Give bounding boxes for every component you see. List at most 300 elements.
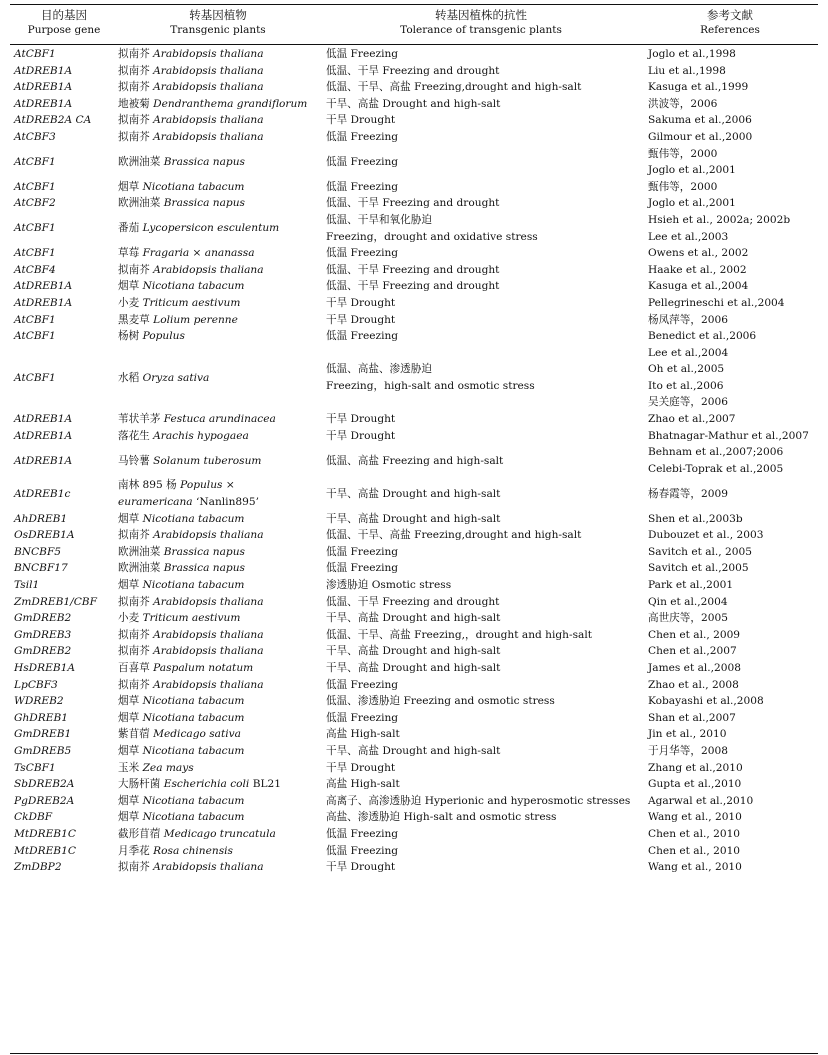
tolerance-line: 低温、干旱 Freezing and drought bbox=[326, 64, 500, 77]
references-cell bbox=[644, 312, 818, 329]
reference-line: Wang et al., 2010 bbox=[648, 811, 742, 824]
table-row bbox=[10, 527, 818, 544]
plant-scientific-name: Nicotiana tabacum bbox=[142, 794, 245, 807]
reference-line: James et al.,2008 bbox=[648, 661, 741, 674]
header-references-en: References bbox=[700, 24, 760, 36]
tolerance-cell bbox=[322, 577, 644, 594]
tolerance-line: 干旱 Drought bbox=[326, 861, 396, 874]
purpose-gene-cell: AtDREB1A bbox=[14, 296, 73, 309]
table-row bbox=[10, 79, 818, 96]
reference-line: Gilmour et al.,2000 bbox=[648, 130, 753, 143]
references-cell bbox=[644, 444, 818, 477]
reference-line: Agarwal et al.,2010 bbox=[648, 794, 754, 807]
plant-strain: BL21 bbox=[252, 778, 281, 791]
table-row bbox=[10, 793, 818, 810]
table-row bbox=[10, 312, 818, 329]
reference-line: 甄伟等，2000 bbox=[648, 180, 718, 193]
reference-line: 于月华等，2008 bbox=[648, 744, 728, 757]
references-cell bbox=[644, 477, 818, 510]
tolerance-line: 低温 Freezing bbox=[326, 827, 399, 840]
plant-scientific-name: Arabidopsis thaliana bbox=[153, 529, 264, 542]
plant-scientific-name: Nicotiana tabacum bbox=[142, 744, 245, 757]
references-cell bbox=[644, 345, 818, 411]
table-row bbox=[10, 245, 818, 262]
tolerance-cell bbox=[322, 179, 644, 196]
transgenic-plant-cell bbox=[114, 179, 322, 196]
plant-common-name: 拟南芥 bbox=[118, 595, 150, 608]
plant-common-name: 烟草 bbox=[118, 811, 140, 824]
plant-common-name: 拟南芥 bbox=[118, 678, 150, 691]
tolerance-cell bbox=[322, 477, 644, 510]
references-cell bbox=[644, 278, 818, 295]
plant-scientific-name: Triticum aestivum bbox=[142, 296, 241, 309]
tolerance-cell bbox=[322, 46, 644, 63]
references-cell bbox=[644, 544, 818, 561]
transgenic-plant-cell bbox=[114, 328, 322, 345]
gene-table-body bbox=[10, 46, 818, 876]
tolerance-line: 低温 Freezing bbox=[326, 130, 399, 143]
tolerance-cell bbox=[322, 643, 644, 660]
purpose-gene-cell: AhDREB1 bbox=[14, 512, 68, 525]
references-cell bbox=[644, 743, 818, 760]
tolerance-line: 低温、干旱 Freezing and drought bbox=[326, 197, 500, 210]
transgenic-plant-cell bbox=[114, 444, 322, 477]
reference-line: Behnam et al.,2007;2006 bbox=[648, 446, 784, 459]
tolerance-line: 高盐、渗透胁迫 High-salt and osmotic stress bbox=[326, 811, 557, 824]
table-row bbox=[10, 328, 818, 345]
plant-scientific-name: Brassica napus bbox=[163, 545, 245, 558]
purpose-gene-cell: AtDREB1A bbox=[14, 280, 73, 293]
transgenic-plant-cell bbox=[114, 96, 322, 113]
tolerance-line: 低温、高盐 Freezing and high-salt bbox=[326, 454, 504, 467]
references-cell bbox=[644, 146, 818, 179]
plant-scientific-name: Medicago truncatula bbox=[163, 827, 276, 840]
reference-line: Zhao et al., 2008 bbox=[648, 678, 739, 691]
tolerance-line: 干旱、高盐 Drought and high-salt bbox=[326, 487, 501, 500]
table-row bbox=[10, 345, 818, 411]
transgenic-plant-cell bbox=[114, 610, 322, 627]
transgenic-plant-cell bbox=[114, 743, 322, 760]
transgenic-plant-cell bbox=[114, 411, 322, 428]
plant-scientific-name: Lolium perenne bbox=[153, 313, 238, 326]
table-row bbox=[10, 693, 818, 710]
plant-common-name: 草莓 bbox=[118, 247, 140, 260]
references-cell bbox=[644, 262, 818, 279]
plant-scientific-name: Arabidopsis thaliana bbox=[153, 628, 264, 641]
table-row bbox=[10, 726, 818, 743]
plant-common-name: 欧洲油菜 bbox=[118, 197, 161, 210]
transgenic-plant-cell bbox=[114, 544, 322, 561]
plant-scientific-name: Arabidopsis thaliana bbox=[153, 64, 264, 77]
header-purpose-gene bbox=[14, 8, 114, 38]
plant-scientific-name: Arachis hypogaea bbox=[153, 429, 249, 442]
transgenic-plant-cell bbox=[114, 677, 322, 694]
references-cell bbox=[644, 710, 818, 727]
plant-common-name: 烟草 bbox=[118, 280, 140, 293]
plant-common-name: 烟草 bbox=[118, 695, 140, 708]
purpose-gene-cell: AtDREB1A bbox=[14, 413, 73, 426]
plant-common-name: 黑麦草 bbox=[118, 313, 150, 326]
purpose-gene-cell: AtDREB1c bbox=[14, 487, 71, 500]
purpose-gene-cell: AtCBF1 bbox=[14, 48, 56, 60]
plant-common-name: 杨树 bbox=[118, 330, 140, 343]
plant-scientific-name: Arabidopsis thaliana bbox=[153, 645, 264, 658]
purpose-gene-cell: AtDREB1A bbox=[14, 429, 73, 442]
reference-line: 高世庆等，2005 bbox=[648, 612, 728, 625]
reference-line: Chen et al., 2010 bbox=[648, 827, 741, 840]
purpose-gene-cell: SbDREB2A bbox=[14, 778, 75, 791]
plant-scientific-name: Arabidopsis thaliana bbox=[153, 263, 264, 276]
table-row bbox=[10, 677, 818, 694]
table-row bbox=[10, 179, 818, 196]
purpose-gene-cell: AtCBF1 bbox=[14, 313, 56, 326]
tolerance-line: 干旱、高盐 Drought and high-salt bbox=[326, 661, 501, 674]
tolerance-cell bbox=[322, 262, 644, 279]
tolerance-cell bbox=[322, 594, 644, 611]
tolerance-line: 低温、干旱、高盐 Freezing,，drought and high-salt bbox=[326, 628, 592, 641]
transgenic-plant-cell bbox=[114, 295, 322, 312]
tolerance-line: 低温、干旱 Freezing and drought bbox=[326, 280, 500, 293]
tolerance-line: 低温、干旱和氧化胁迫 bbox=[326, 213, 432, 226]
tolerance-line: 低温、高盐、渗透胁迫 bbox=[326, 363, 432, 376]
references-cell bbox=[644, 826, 818, 843]
table-bottom-rule bbox=[10, 1053, 818, 1054]
reference-line: Chen et al., 2010 bbox=[648, 844, 741, 857]
references-cell bbox=[644, 112, 818, 129]
purpose-gene-cell: AtDREB1A bbox=[14, 454, 73, 467]
header-rule bbox=[10, 44, 818, 45]
reference-line: 甄伟等，2000 bbox=[648, 147, 718, 160]
table-row bbox=[10, 262, 818, 279]
transgenic-plant-cell bbox=[114, 726, 322, 743]
transgenic-plant-cell bbox=[114, 643, 322, 660]
table-row bbox=[10, 594, 818, 611]
tolerance-cell bbox=[322, 79, 644, 96]
references-cell bbox=[644, 843, 818, 860]
references-cell bbox=[644, 660, 818, 677]
header-tolerance-cn: 转基因植株的抗性 bbox=[435, 8, 527, 22]
transgenic-plant-cell bbox=[114, 129, 322, 146]
reference-line: Liu et al.,1998 bbox=[648, 64, 726, 77]
reference-line: Joglo et al.,1998 bbox=[648, 48, 736, 60]
header-purpose-gene-cn: 目的基因 bbox=[41, 8, 87, 22]
transgenic-plant-cell bbox=[114, 63, 322, 80]
plant-scientific-name-continued: euramericana bbox=[118, 496, 193, 509]
plant-scientific-name: Fragaria × ananassa bbox=[142, 247, 255, 260]
plant-scientific-name: Nicotiana tabacum bbox=[142, 711, 245, 724]
transgenic-plant-cell bbox=[114, 262, 322, 279]
transgenic-plant-cell bbox=[114, 312, 322, 329]
tolerance-line: 低温、干旱、高盐 Freezing,drought and high-salt bbox=[326, 529, 582, 542]
tolerance-line: 低温、干旱 Freezing and drought bbox=[326, 595, 500, 608]
purpose-gene-cell: AtDREB1A bbox=[14, 81, 73, 94]
transgenic-plant-cell bbox=[114, 826, 322, 843]
tolerance-cell bbox=[322, 129, 644, 146]
plant-common-name: 欧洲油菜 bbox=[118, 155, 161, 168]
transgenic-plant-cell bbox=[114, 793, 322, 810]
tolerance-line: Freezing，high-salt and osmotic stress bbox=[326, 379, 535, 392]
reference-line: Sakuma et al.,2006 bbox=[648, 114, 752, 127]
plant-common-name: 拟南芥 bbox=[118, 645, 150, 658]
plant-scientific-name: Populus × bbox=[180, 479, 235, 492]
plant-scientific-name: Brassica napus bbox=[163, 155, 245, 168]
references-cell bbox=[644, 643, 818, 660]
table-row bbox=[10, 112, 818, 129]
plant-scientific-name: Populus bbox=[142, 330, 185, 343]
purpose-gene-cell: CkDBF bbox=[14, 811, 53, 824]
reference-line: 杨春霞等，2009 bbox=[648, 487, 728, 500]
tolerance-cell bbox=[322, 610, 644, 627]
plant-common-name: 拟南芥 bbox=[118, 114, 150, 127]
plant-scientific-name: Arabidopsis thaliana bbox=[153, 678, 264, 691]
purpose-gene-cell: GmDREB5 bbox=[14, 744, 72, 757]
plant-scientific-name: Brassica napus bbox=[163, 197, 245, 210]
transgenic-plant-cell bbox=[114, 245, 322, 262]
plant-common-name: 烟草 bbox=[118, 744, 140, 757]
reference-line: Benedict et al.,2006 bbox=[648, 330, 757, 343]
reference-line: 洪波等，2006 bbox=[648, 97, 718, 110]
tolerance-line: 干旱 Drought bbox=[326, 429, 396, 442]
plant-common-name: 欧洲油菜 bbox=[118, 562, 161, 575]
reference-line: Savitch et al., 2005 bbox=[648, 545, 752, 558]
reference-line: Park et al.,2001 bbox=[648, 579, 734, 591]
references-cell bbox=[644, 560, 818, 577]
tolerance-cell bbox=[322, 560, 644, 577]
reference-line: Chen et al.,2007 bbox=[648, 645, 737, 658]
table-row bbox=[10, 511, 818, 528]
plant-common-name: 烟草 bbox=[118, 180, 140, 193]
plant-scientific-name: Paspalum notatum bbox=[153, 661, 254, 674]
table-row bbox=[10, 743, 818, 760]
purpose-gene-cell: MtDREB1C bbox=[14, 844, 76, 857]
transgenic-plant-cell bbox=[114, 843, 322, 860]
tolerance-line: 干旱 Drought bbox=[326, 114, 396, 127]
references-cell bbox=[644, 793, 818, 810]
plant-common-name: 苇状羊茅 bbox=[118, 413, 161, 426]
tolerance-cell bbox=[322, 743, 644, 760]
purpose-gene-cell: GhDREB1 bbox=[14, 711, 69, 724]
table-row bbox=[10, 195, 818, 212]
table-row bbox=[10, 477, 818, 510]
reference-line: Oh et al.,2005 bbox=[648, 363, 725, 376]
tolerance-line: 干旱、高盐 Drought and high-salt bbox=[326, 744, 501, 757]
purpose-gene-cell: OsDREB1A bbox=[14, 529, 75, 542]
tolerance-line: 低温 Freezing bbox=[326, 247, 399, 260]
purpose-gene-cell: AtCBF1 bbox=[14, 247, 56, 260]
tolerance-cell bbox=[322, 693, 644, 710]
tolerance-line: 干旱、高盐 Drought and high-salt bbox=[326, 645, 501, 658]
table-row bbox=[10, 826, 818, 843]
transgenic-plant-cell bbox=[114, 79, 322, 96]
table-row bbox=[10, 610, 818, 627]
tolerance-cell bbox=[322, 345, 644, 411]
transgenic-plant-cell bbox=[114, 112, 322, 129]
references-cell bbox=[644, 428, 818, 445]
references-cell bbox=[644, 859, 818, 876]
table-row bbox=[10, 46, 818, 63]
transgenic-plant-cell bbox=[114, 212, 322, 245]
table-row bbox=[10, 129, 818, 146]
purpose-gene-cell: Tsil1 bbox=[14, 579, 40, 591]
purpose-gene-cell: BNCBF5 bbox=[14, 545, 62, 558]
table-row bbox=[10, 577, 818, 594]
references-cell bbox=[644, 295, 818, 312]
plant-common-name: 烟草 bbox=[118, 711, 140, 724]
reference-line: Chen et al., 2009 bbox=[648, 628, 741, 641]
references-cell bbox=[644, 63, 818, 80]
references-cell bbox=[644, 677, 818, 694]
reference-line: Jin et al., 2010 bbox=[648, 728, 727, 741]
tolerance-cell bbox=[322, 312, 644, 329]
purpose-gene-cell: MtDREB1C bbox=[14, 827, 76, 840]
tolerance-cell bbox=[322, 627, 644, 644]
plant-common-name: 拟南芥 bbox=[118, 48, 150, 60]
tolerance-cell bbox=[322, 793, 644, 810]
reference-line: Joglo et al.,2001 bbox=[648, 164, 736, 177]
tolerance-line: 干旱、高盐 Drought and high-salt bbox=[326, 512, 501, 525]
references-cell bbox=[644, 809, 818, 826]
tolerance-cell bbox=[322, 527, 644, 544]
purpose-gene-cell: ZmDBP2 bbox=[14, 861, 62, 874]
reference-line: Haake et al., 2002 bbox=[648, 263, 747, 276]
plant-common-name: 拟南芥 bbox=[118, 861, 150, 874]
plant-scientific-name: Lycopersicon esculentum bbox=[142, 222, 280, 235]
references-cell bbox=[644, 577, 818, 594]
table-row bbox=[10, 146, 818, 179]
purpose-gene-cell: AtDREB1A bbox=[14, 97, 73, 110]
plant-common-name: 马铃薯 bbox=[118, 454, 150, 467]
transgenic-plant-cell bbox=[114, 560, 322, 577]
tolerance-line: 低温、干旱、高盐 Freezing,drought and high-salt bbox=[326, 81, 582, 94]
purpose-gene-cell: AtCBF2 bbox=[14, 197, 56, 210]
plant-scientific-name: Dendranthema grandiflorum bbox=[153, 97, 308, 110]
purpose-gene-cell: AtCBF4 bbox=[14, 263, 56, 276]
tolerance-line: 低温 Freezing bbox=[326, 48, 399, 60]
references-cell bbox=[644, 129, 818, 146]
plant-common-name: 拟南芥 bbox=[118, 529, 150, 542]
plant-common-name: 拟南芥 bbox=[118, 64, 150, 77]
plant-scientific-name: Solanum tuberosum bbox=[153, 454, 262, 467]
purpose-gene-cell: AtCBF1 bbox=[14, 371, 56, 384]
reference-line: Kobayashi et al.,2008 bbox=[648, 695, 764, 708]
plant-common-name: 截形苜蓿 bbox=[118, 827, 161, 840]
plant-common-name: 烟草 bbox=[118, 579, 140, 591]
transgenic-plant-cell bbox=[114, 345, 322, 411]
purpose-gene-cell: GmDREB2 bbox=[14, 612, 72, 625]
plant-scientific-name: Oryza sativa bbox=[142, 371, 210, 384]
plant-scientific-name: Nicotiana tabacum bbox=[142, 512, 245, 525]
references-cell bbox=[644, 776, 818, 793]
plant-common-name: 烟草 bbox=[118, 512, 140, 525]
purpose-gene-cell: AtCBF1 bbox=[14, 222, 56, 235]
references-cell bbox=[644, 212, 818, 245]
transgenic-plant-cell bbox=[114, 627, 322, 644]
tolerance-line: 低温 Freezing bbox=[326, 844, 399, 857]
tolerance-cell bbox=[322, 295, 644, 312]
references-cell bbox=[644, 79, 818, 96]
plant-common-name: 欧洲油菜 bbox=[118, 545, 161, 558]
plant-scientific-name: Zea mays bbox=[142, 761, 194, 774]
purpose-gene-cell: TsCBF1 bbox=[14, 761, 56, 774]
tolerance-line: 干旱 Drought bbox=[326, 313, 396, 326]
table-row bbox=[10, 627, 818, 644]
references-cell bbox=[644, 726, 818, 743]
plant-scientific-name: Arabidopsis thaliana bbox=[153, 861, 264, 874]
tolerance-cell bbox=[322, 195, 644, 212]
plant-common-name: 紫苜蓿 bbox=[118, 728, 150, 741]
tolerance-cell bbox=[322, 660, 644, 677]
reference-line: Shan et al.,2007 bbox=[648, 711, 736, 724]
transgenic-plant-cell bbox=[114, 146, 322, 179]
plant-cultivar: ‘Nanlin895’ bbox=[196, 496, 259, 509]
table-row bbox=[10, 560, 818, 577]
tolerance-cell bbox=[322, 112, 644, 129]
references-cell bbox=[644, 195, 818, 212]
tolerance-line: 干旱 Drought bbox=[326, 296, 396, 309]
tolerance-cell bbox=[322, 809, 644, 826]
table-row bbox=[10, 63, 818, 80]
plant-scientific-name: Triticum aestivum bbox=[142, 612, 241, 625]
tolerance-line: 低温、干旱 Freezing and drought bbox=[326, 263, 500, 276]
tolerance-cell bbox=[322, 776, 644, 793]
reference-line: Kasuga et al.,2004 bbox=[648, 280, 749, 293]
tolerance-cell bbox=[322, 96, 644, 113]
table-row bbox=[10, 212, 818, 245]
plant-common-name: 玉米 bbox=[118, 761, 140, 774]
references-cell bbox=[644, 594, 818, 611]
tolerance-cell bbox=[322, 411, 644, 428]
reference-line: Wang et al., 2010 bbox=[648, 861, 742, 874]
reference-line: Zhang et al.,2010 bbox=[648, 761, 743, 774]
references-cell bbox=[644, 760, 818, 777]
purpose-gene-cell: AtCBF3 bbox=[14, 130, 56, 143]
purpose-gene-cell: GmDREB1 bbox=[14, 728, 72, 741]
plant-common-name: 水稻 bbox=[118, 371, 140, 384]
tolerance-cell bbox=[322, 760, 644, 777]
transgenic-plant-cell bbox=[114, 859, 322, 876]
transgenic-plant-cell bbox=[114, 693, 322, 710]
reference-line: 杨凤萍等，2006 bbox=[648, 313, 728, 326]
header-references-cn: 参考文献 bbox=[707, 8, 753, 22]
plant-common-name: 拟南芥 bbox=[118, 81, 150, 94]
header-references bbox=[640, 8, 820, 38]
table-top-rule bbox=[10, 4, 818, 5]
tolerance-line: 低温 Freezing bbox=[326, 545, 399, 558]
plant-scientific-name: Arabidopsis thaliana bbox=[153, 595, 264, 608]
table-row bbox=[10, 96, 818, 113]
table-row bbox=[10, 760, 818, 777]
references-cell bbox=[644, 245, 818, 262]
reference-line: Hsieh et al., 2002a; 2002b bbox=[648, 213, 791, 226]
header-transgenic-plants-cn: 转基因植物 bbox=[189, 8, 247, 22]
reference-line: 吴关庭等，2006 bbox=[648, 396, 728, 409]
reference-line: Gupta et al.,2010 bbox=[648, 778, 742, 791]
purpose-gene-cell: ZmDREB1/CBF bbox=[14, 595, 97, 608]
plant-scientific-name: Nicotiana tabacum bbox=[142, 695, 245, 708]
references-cell bbox=[644, 411, 818, 428]
transgenic-plant-cell bbox=[114, 594, 322, 611]
tolerance-line: 干旱 Drought bbox=[326, 413, 396, 426]
plant-scientific-name: Brassica napus bbox=[163, 562, 245, 575]
tolerance-line: 高离子、高渗透胁迫 Hyperionic and hyperosmotic stresses bbox=[326, 794, 631, 807]
table-row bbox=[10, 776, 818, 793]
purpose-gene-cell: BNCBF17 bbox=[14, 562, 68, 575]
tolerance-line: 渗透胁迫 Osmotic stress bbox=[326, 579, 452, 591]
plant-scientific-name: Arabidopsis thaliana bbox=[153, 48, 264, 60]
purpose-gene-cell: WDREB2 bbox=[14, 695, 64, 708]
transgenic-plant-cell bbox=[114, 428, 322, 445]
table-row bbox=[10, 809, 818, 826]
